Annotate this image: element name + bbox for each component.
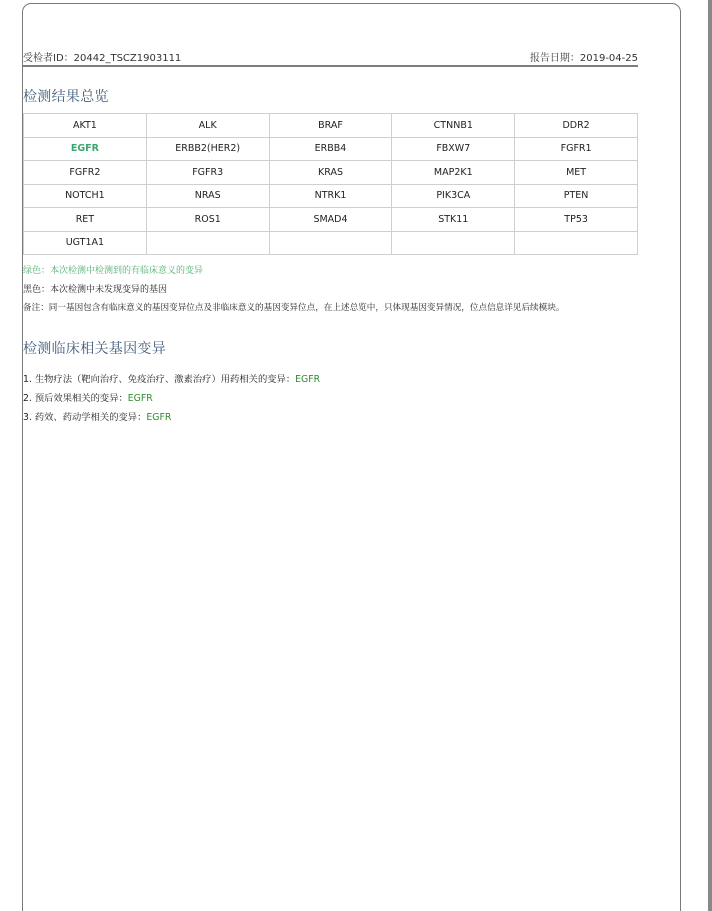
gene-overview-table [23, 113, 638, 255]
clinical-title: 检测临床相关基因变异 [23, 341, 166, 357]
header-divider [23, 65, 638, 67]
gene-cell: TP53 [515, 208, 638, 232]
overview-title: 检测结果总览 [23, 89, 109, 105]
gene-cell: ROS1 [146, 208, 269, 232]
gene-cell: NRAS [146, 184, 269, 208]
clinical-item-label: 2. 预后效果相关的变异： [23, 393, 128, 404]
table-row [24, 161, 638, 185]
gene-cell: AKT1 [24, 114, 147, 138]
gene-cell: KRAS [269, 161, 392, 185]
gene-cell: FGFR2 [24, 161, 147, 185]
clinical-item [23, 371, 320, 385]
gene-cell: FGFR1 [515, 137, 638, 161]
clinical-item [23, 390, 153, 404]
gene-cell: EGFR [24, 137, 147, 161]
empty-cell [392, 231, 515, 255]
gene-cell: NTRK1 [269, 184, 392, 208]
legend-green: 绿色：本次检测中检测到的有临床意义的变异 [23, 266, 204, 276]
report-header [23, 47, 638, 65]
gene-cell: PTEN [515, 184, 638, 208]
gene-cell: MET [515, 161, 638, 185]
gene-cell: MAP2K1 [392, 161, 515, 185]
gene-cell: ERBB4 [269, 137, 392, 161]
clinical-item-label: 3. 药效、药动学相关的变异： [23, 412, 147, 423]
subject-id [23, 49, 181, 64]
gene-cell: RET [24, 208, 147, 232]
vertical-scrollbar[interactable] [708, 0, 712, 911]
report-date-value: 2019-04-25 [579, 52, 638, 64]
gene-cell: ALK [146, 114, 269, 138]
overview-note: 备注：同一基因包含有临床意义的基因变异位点及非临床意义的基因变异位点，在上述总览中，只体现基因变异情况，位点信息详见后续模块。 [23, 303, 565, 313]
gene-cell: SMAD4 [269, 208, 392, 232]
gene-cell: DDR2 [515, 114, 638, 138]
clinical-item [23, 409, 171, 423]
subject-id-value: 20442_TSCZ1903111 [73, 52, 182, 64]
gene-cell: UGT1A1 [24, 231, 147, 255]
report-date-label: 报告日期： [529, 52, 580, 64]
clinical-item-gene: EGFR [127, 393, 153, 404]
table-row [24, 137, 638, 161]
empty-cell [269, 231, 392, 255]
clinical-item-gene: EGFR [295, 374, 321, 385]
report-date [530, 49, 638, 64]
gene-cell: NOTCH1 [24, 184, 147, 208]
gene-cell: CTNNB1 [392, 114, 515, 138]
gene-cell: ERBB2(HER2) [146, 137, 269, 161]
gene-cell: FBXW7 [392, 137, 515, 161]
gene-cell: FGFR3 [146, 161, 269, 185]
table-row [24, 231, 638, 255]
subject-id-label: 受检者ID： [23, 52, 74, 64]
table-row [24, 114, 638, 138]
clinical-item-gene: EGFR [146, 412, 172, 423]
table-row [24, 208, 638, 232]
gene-cell: PIK3CA [392, 184, 515, 208]
empty-cell [146, 231, 269, 255]
gene-cell: BRAF [269, 114, 392, 138]
gene-cell: STK11 [392, 208, 515, 232]
table-row [24, 184, 638, 208]
empty-cell [515, 231, 638, 255]
clinical-item-label: 1. 生物疗法（靶向治疗、免疫治疗、激素治疗）用药相关的变异： [23, 374, 296, 385]
legend-black: 黑色：本次检测中未发现变异的基因 [23, 285, 168, 295]
